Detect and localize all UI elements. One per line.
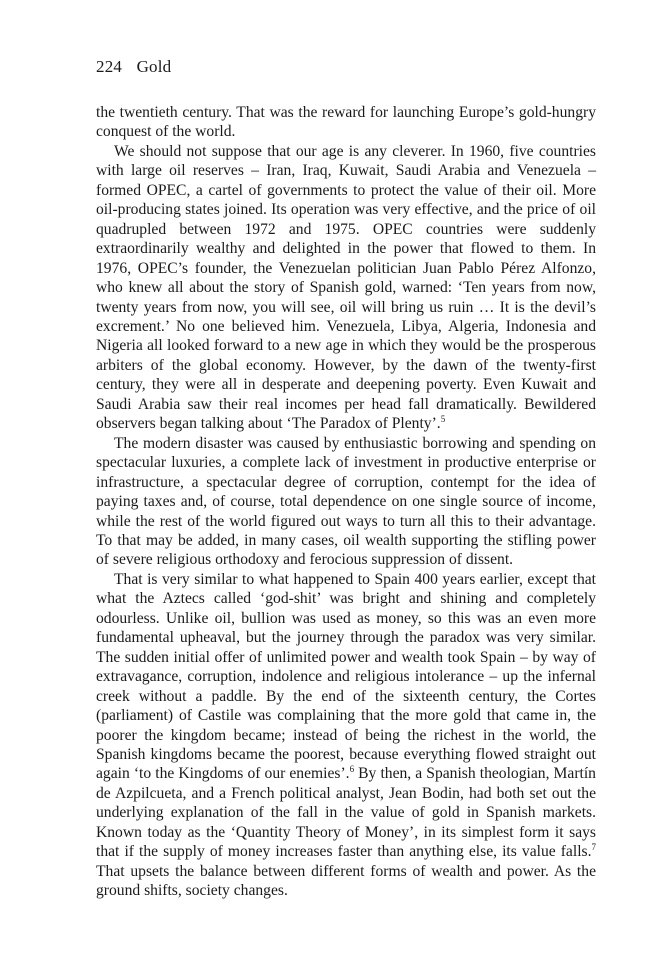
paragraph-text: The modern disaster was caused by enthusiastic borrowing and spending on spectacular luxuries, a complete lack of investment in productive enterprise or infrastructure, a spectacular degree of corruption, contempt for the idea of paying taxes and, of course, total dependence on one single source of income, while the rest of the world figured out ways to turn all this to their advantage. To that may be added, in many cases, oil wealth supporting the stifling power of severe religious orthodoxy and ferocious suppression of dissent. xyxy=(96,434,596,569)
body-text xyxy=(96,103,596,901)
running-title: Gold xyxy=(136,57,172,76)
paragraph-text: That is very similar to what happened to Spain 400 years earlier, except that what the Aztecs called ‘god-shit’ was bright and shining and completely odourless. Unlike oil, bullion was used as money, so this was an even more fundamental upheaval, but the journey through the paradox was very similar. The sudden initial offer of unlimited power and wealth took Spain – by way of extravagance, corruption, indolence and religious intolerance – up the infernal creek without a paddle. By the end of the sixteenth century, the Cortes (parliament) of Castile was complaining that the more gold that came in, the poorer the kingdom became; instead of being the richest in the world, the Spanish kingdoms became the poorest, because everything flowed straight out again ‘to the Kingdoms of our enemies’. xyxy=(96,570,596,783)
paragraph-continued xyxy=(96,103,596,142)
paragraph-spain xyxy=(96,570,596,901)
running-head xyxy=(96,57,171,77)
footnote-reference: 5 xyxy=(440,414,446,425)
paragraph-opec xyxy=(96,142,596,434)
paragraph-modern-disaster xyxy=(96,434,596,570)
paragraph-text: We should not suppose that our age is any cleverer. In 1960, five countries with large oil reserves – Iran, Iraq, Kuwait, Saudi Arabia and Venezuela – formed OPEC, a cartel of governments to protect the value of their oil. More oil-producing states joined. Its operation was very effective, and the price of oil quadrupled between 1972 and 1975. OPEC countries were suddenly extraordinarily wealthy and delighted in the power that flowed to them. In 1976, OPEC’s founder, the Venezuelan politician Juan Pablo Pérez Alfonzo, who knew all about the story of Spanish gold, warned: ‘Ten years from now, twenty years from now, you will see, oil will bring us ruin … It is the devil’s excrement.’ No one believed him. Venezuela, Libya, Algeria, Indonesia and Nigeria all looked forward to a new age in which they would be the prosperous arbiters of the global economy. However, by the dawn of the twenty-first century, they were all in desperate and deepening poverty. Even Kuwait and Saudi Arabia saw their real incomes per head fall dramatically. Bewildered observers began talking about ‘The Paradox of Plenty’. xyxy=(96,142,596,433)
footnote-reference: 6 xyxy=(349,764,355,775)
page-number: 224 xyxy=(96,57,123,76)
paragraph-text: By then, a Spanish theologian, Martín de Azpilcueta, and a French political analyst, Jean Bodin, had both set out the underlying explanation of the fall in the value of gold in Spanish markets. Known today as the ‘Quantity Theory of Money’, in its simplest form it says that if the supply of money increases faster than anything else, its value falls. xyxy=(96,765,596,861)
footnote-reference: 7 xyxy=(591,842,596,853)
paragraph-text: That upsets the balance between different forms of wealth and power. As the ground shifts, society changes. xyxy=(96,862,596,900)
paragraph-text: the twentieth century. That was the reward for launching Europe’s gold-hungry conquest of the world. xyxy=(96,104,596,141)
